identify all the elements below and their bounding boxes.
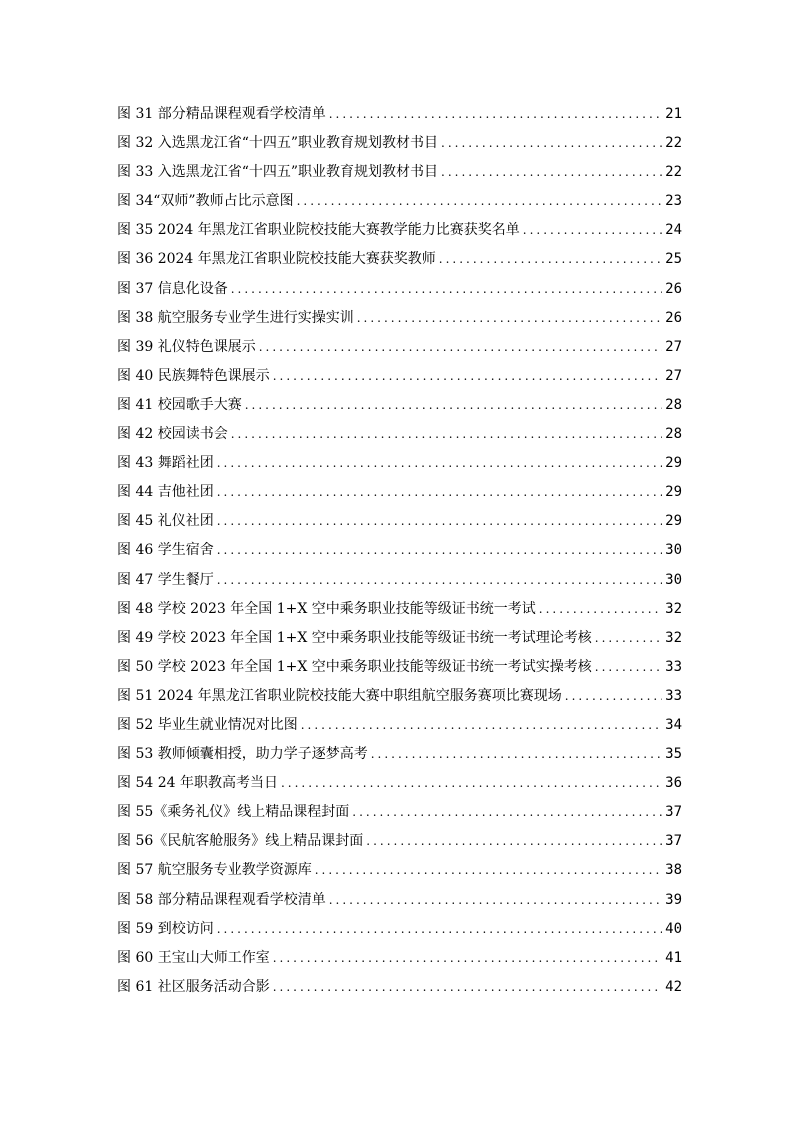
toc-page-number: 37: [665, 804, 682, 821]
toc-dot-leader: [315, 856, 662, 885]
toc-entry: [117, 245, 682, 274]
toc-entry: [117, 158, 682, 187]
toc-dot-leader: [441, 129, 662, 158]
toc-entry-title: 图 43 舞蹈社团: [117, 455, 214, 472]
toc-page-number: 27: [665, 367, 682, 384]
toc-entry-title: 图 31 部分精品课程观看学校清单: [117, 106, 326, 122]
toc-page-number: 24: [665, 222, 682, 239]
toc-dot-leader: [297, 187, 663, 216]
toc-page-number: 37: [665, 833, 682, 850]
toc-entry: [117, 536, 682, 565]
toc-page-number: 41: [665, 949, 682, 966]
toc-dot-leader: [245, 391, 662, 420]
toc-entry-title: 图 61 社区服务活动合影: [117, 978, 270, 995]
toc-entry: [117, 944, 682, 973]
toc-dot-leader: [357, 304, 662, 333]
toc-entry: [117, 798, 682, 827]
toc-page-number: 32: [665, 629, 682, 646]
toc-entry-title: 图 33 入选黑龙江省“十四五”职业教育规划教材书目: [117, 164, 439, 181]
toc-entry: [117, 362, 682, 391]
toc-entry: [117, 886, 682, 915]
toc-dot-leader: [565, 682, 662, 711]
toc-entry: [117, 478, 682, 507]
toc-dot-leader: [371, 740, 662, 769]
toc-page-number: 28: [665, 396, 682, 413]
toc-entry-title: 图 54 24 年职教高考当日: [117, 775, 278, 792]
toc-dot-leader: [595, 653, 662, 682]
toc-entry-title: 图 42 校园读书会: [117, 426, 228, 443]
toc-dot-leader: [217, 536, 662, 565]
toc-entry: [117, 856, 682, 885]
toc-page-number: 34: [665, 716, 682, 733]
toc-dot-leader: [352, 798, 662, 827]
toc-entry: [117, 682, 682, 711]
toc-entry-title: 图 51 2024 年黑龙江省职业院校技能大赛中职组航空服务赛项比赛现场: [117, 687, 562, 704]
toc-page-number: 27: [665, 338, 682, 355]
figure-list: [117, 100, 682, 1002]
toc-page-number: 26: [665, 280, 682, 297]
toc-page-number: 35: [665, 746, 682, 763]
toc-page-number: 32: [665, 600, 682, 617]
toc-dot-leader: [441, 158, 662, 187]
toc-page-number: 38: [665, 862, 682, 879]
toc-entry: [117, 449, 682, 478]
toc-dot-leader: [217, 566, 662, 595]
toc-entry: [117, 333, 682, 362]
toc-entry: [117, 391, 682, 420]
toc-page-number: 40: [665, 920, 682, 937]
toc-page-number: 33: [665, 658, 682, 675]
toc-dot-leader: [273, 362, 662, 391]
toc-entry: [117, 187, 682, 216]
toc-entry-title: 图 59 到校访问: [117, 920, 214, 937]
toc-entry-title: 图 35 2024 年黑龙江省职业院校技能大赛教学能力比赛获奖名单: [117, 222, 520, 239]
toc-entry: [117, 129, 682, 158]
toc-entry-title: 图 32 入选黑龙江省“十四五”职业教育规划教材书目: [117, 135, 439, 152]
toc-entry-title: 图 44 吉他社团: [117, 484, 214, 501]
toc-dot-leader: [259, 333, 662, 362]
toc-entry: [117, 915, 682, 944]
toc-dot-leader: [329, 886, 662, 915]
toc-entry: [117, 304, 682, 333]
toc-dot-leader: [217, 478, 662, 507]
toc-dot-leader: [595, 624, 662, 653]
toc-page-number: 30: [665, 571, 682, 588]
toc-entry: [117, 711, 682, 740]
toc-page-number: 26: [665, 309, 682, 326]
toc-entry-title: 图 34“双师”教师占比示意图: [117, 193, 294, 210]
toc-page-number: 36: [665, 775, 682, 792]
toc-page-number: 29: [665, 455, 682, 472]
toc-entry-title: 图 38 航空服务专业学生进行实操实训: [117, 309, 354, 326]
toc-page-number: 39: [665, 891, 682, 908]
toc-dot-leader: [217, 449, 662, 478]
toc-entry-title: 图 50 学校 2023 年全国 1+X 空中乘务职业技能等级证书统一考试实操考核: [117, 658, 592, 675]
toc-entry: [117, 973, 682, 1002]
toc-page-number: 25: [665, 251, 682, 268]
toc-entry-title: 图 46 学生宿舍: [117, 542, 214, 559]
toc-page-number: 22: [665, 135, 682, 152]
toc-entry-title: 图 60 王宝山大师工作室: [117, 949, 270, 966]
toc-page-number: 28: [665, 426, 682, 443]
toc-entry-title: 图 56《民航客舱服务》线上精品课封面: [117, 833, 364, 850]
toc-entry: [117, 100, 682, 129]
toc-entry-title: 图 45 礼仪社团: [117, 513, 214, 530]
toc-entry-title: 图 55《乘务礼仪》线上精品课程封面: [117, 804, 350, 821]
toc-entry: [117, 275, 682, 304]
toc-entry: [117, 653, 682, 682]
toc-entry-title: 图 36 2024 年黑龙江省职业院校技能大赛获奖教师: [117, 251, 436, 268]
toc-page-number: 30: [665, 542, 682, 559]
toc-entry: [117, 216, 682, 245]
toc-page-number: 29: [665, 484, 682, 501]
toc-entry-title: 图 49 学校 2023 年全国 1+X 空中乘务职业技能等级证书统一考试理论考核: [117, 629, 592, 646]
toc-entry-title: 图 48 学校 2023 年全国 1+X 空中乘务职业技能等级证书统一考试: [117, 600, 536, 617]
toc-entry: [117, 507, 682, 536]
toc-page-number: 21: [665, 106, 682, 122]
toc-dot-leader: [273, 944, 662, 973]
toc-page-number: 29: [665, 513, 682, 530]
toc-page-number: 42: [665, 978, 682, 995]
toc-entry-title: 图 37 信息化设备: [117, 280, 228, 297]
toc-page-number: 22: [665, 164, 682, 181]
toc-entry-title: 图 47 学生餐厅: [117, 571, 214, 588]
toc-dot-leader: [523, 216, 662, 245]
toc-entry-title: 图 58 部分精品课程观看学校清单: [117, 891, 326, 908]
toc-dot-leader: [217, 915, 662, 944]
toc-dot-leader: [281, 769, 662, 798]
toc-entry-title: 图 52 毕业生就业情况对比图: [117, 716, 298, 733]
toc-dot-leader: [329, 100, 662, 129]
toc-entry: [117, 624, 682, 653]
toc-dot-leader: [366, 827, 662, 856]
toc-entry-title: 图 53 教师倾囊相授，助力学子逐梦高考: [117, 746, 368, 763]
toc-dot-leader: [301, 711, 662, 740]
toc-dot-leader: [231, 275, 662, 304]
toc-entry-title: 图 41 校园歌手大赛: [117, 396, 242, 413]
toc-dot-leader: [217, 507, 662, 536]
toc-entry: [117, 827, 682, 856]
toc-entry: [117, 420, 682, 449]
toc-entry-title: 图 40 民族舞特色课展示: [117, 367, 270, 384]
toc-entry: [117, 769, 682, 798]
toc-entry-title: 图 57 航空服务专业教学资源库: [117, 862, 312, 879]
toc-page-number: 23: [665, 193, 682, 210]
toc-entry-title: 图 39 礼仪特色课展示: [117, 338, 256, 355]
toc-dot-leader: [539, 595, 662, 624]
toc-dot-leader: [231, 420, 662, 449]
toc-page-number: 33: [665, 687, 682, 704]
toc-entry: [117, 740, 682, 769]
toc-dot-leader: [439, 245, 662, 274]
toc-entry: [117, 595, 682, 624]
toc-dot-leader: [273, 973, 662, 1002]
toc-entry: [117, 566, 682, 595]
